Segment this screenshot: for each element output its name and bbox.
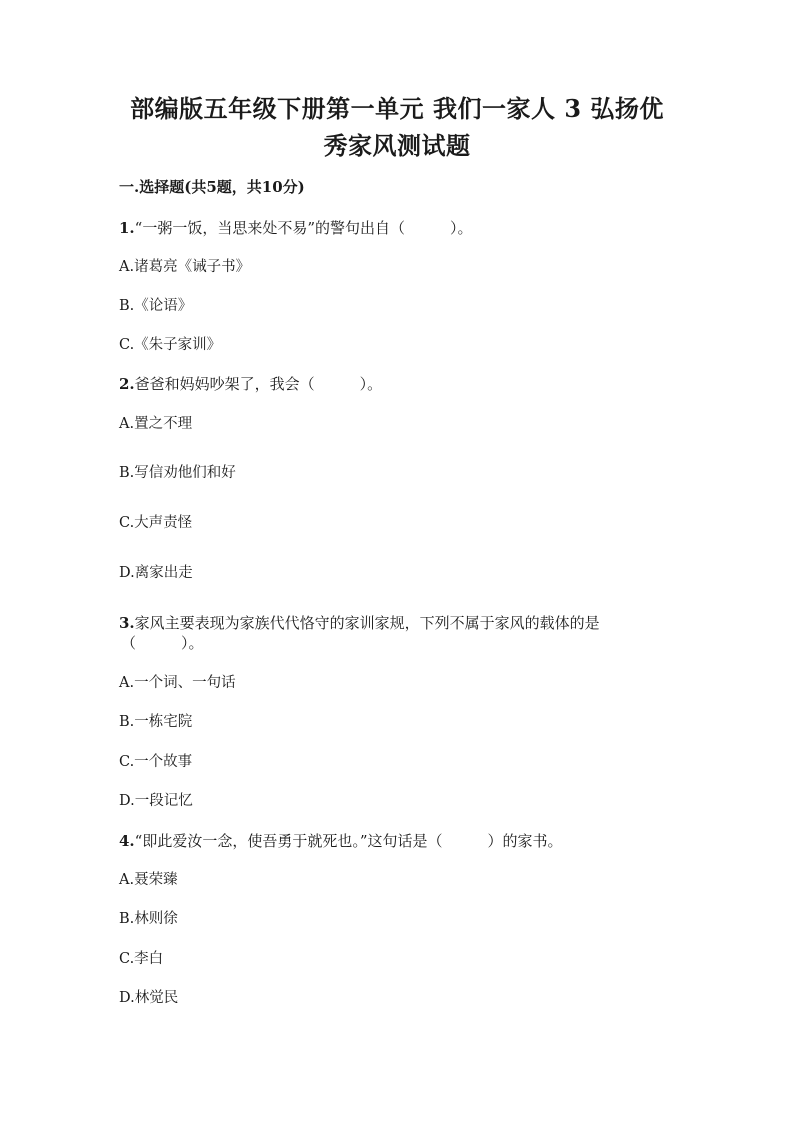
question-2 [119, 374, 382, 394]
question-4 [119, 831, 563, 851]
question-4-option-a[interactable]: A.聂荣臻 [119, 872, 178, 888]
question-1-option-b[interactable]: B.《论语》 [119, 298, 193, 314]
question-2-option-d[interactable]: D.离家出走 [119, 565, 193, 581]
document-title [120, 90, 674, 164]
title-line-2: 秀家风测试题 [323, 131, 471, 160]
question-number: 4. [119, 832, 135, 850]
question-number: 1. [119, 219, 135, 237]
question-2-option-c[interactable]: C.大声责怪 [119, 515, 193, 531]
question-number: 3. [119, 614, 135, 632]
question-4-option-b[interactable]: B.林则徐 [119, 911, 178, 927]
question-1-option-c[interactable]: C.《朱子家训》 [119, 337, 222, 353]
question-1 [119, 218, 473, 238]
question-3 [119, 613, 600, 633]
question-2-option-a[interactable]: A.置之不理 [119, 416, 193, 432]
question-text: 爸爸和妈妈吵架了，我会（ ）。 [134, 375, 383, 393]
section-heading: 一.选择题(共5题，共10分) [119, 178, 305, 196]
question-text: 家风主要表现为家族代代恪守的家训家规，下列不属于家风的载体的是 [134, 614, 600, 632]
question-3-option-c[interactable]: C.一个故事 [119, 754, 193, 770]
question-3-option-a[interactable]: A.一个词、一句话 [119, 675, 236, 691]
question-4-option-c[interactable]: C.李白 [119, 951, 164, 967]
question-3-option-d[interactable]: D.一段记忆 [119, 793, 193, 809]
question-text: “即此爱汝一念，使吾勇于就死也。”这句话是（ ）的家书。 [134, 832, 563, 850]
title-line-1: 部编版五年级下册第一单元 我们一家人 3 弘扬优 [130, 94, 664, 123]
question-1-option-a[interactable]: A.诸葛亮《诫子书》 [119, 259, 251, 275]
question-4-option-d[interactable]: D.林觉民 [119, 990, 179, 1006]
question-3-option-b[interactable]: B.一栋宅院 [119, 714, 193, 730]
question-text: “一粥一饭，当思来处不易”的警句出自（ ）。 [134, 219, 473, 237]
question-number: 2. [119, 375, 135, 393]
question-3-text-continued: （ ）。 [121, 634, 204, 652]
question-2-option-b[interactable]: B.写信劝他们和好 [119, 465, 236, 481]
